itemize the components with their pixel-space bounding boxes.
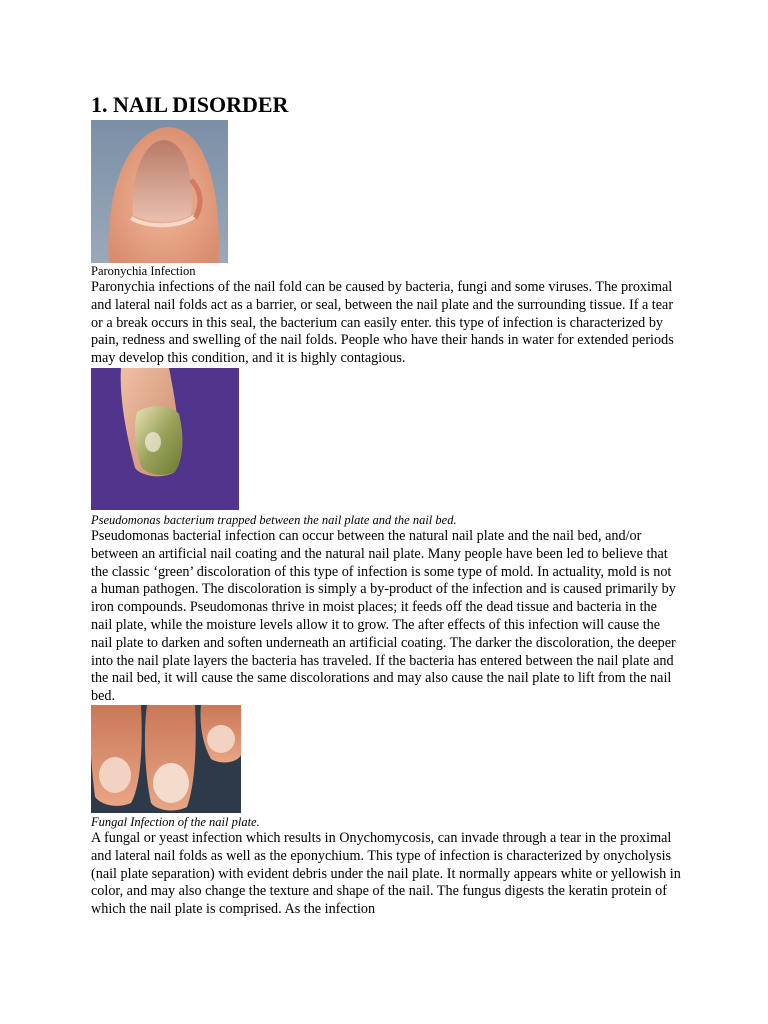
paronychia-photo xyxy=(91,120,228,263)
paronychia-caption: Paronychia Infection xyxy=(91,264,196,278)
fungal-photo xyxy=(91,705,241,813)
pseudomonas-paragraph: Pseudomonas bacterial infection can occur between the natural nail plate and the nail bed, and/or between an artificial nail coating and the natural nail plate. Many people have been led to believe that the classic ‘green’ discoloration of this type of infection is some type of mold. In actuality, mold is not a human pathogen. The discoloration is simply a by-product of the infection and is caused primarily by iron compounds. Pseudomonas thrive in moist places; it feeds off the dead tissue and bacteria in the nail plate, while the moisture levels allow it to grow. The after effects of this infection will cause the nail plate to darken and soften underneath an artificial coating. The darker the discoloration, the deeper into the nail plate layers the bacteria has traveled. If the bacteria has entered between the nail plate and the nail bed, it will cause the same discolorations and may also cause the nail plate to lift from the nail bed. xyxy=(91,528,676,705)
page-title: 1. NAIL DISORDER xyxy=(91,92,289,117)
fungal-caption: Fungal Infection of the nail plate. xyxy=(91,815,260,829)
fungal-paragraph: A fungal or yeast infection which results in Onychomycosis, can invade through a tear in the proximal and lateral nail folds as well as the eponychium. This type of infection is characterized by onycholysis (nail plate separation) with evident debris under the nail plate. It normally appears white or yellowish in color, and may also change the texture and shape of the nail. The fungus digests the keratin protein of which the nail plate is comprised. As the infection xyxy=(91,830,681,918)
pseudomonas-photo xyxy=(91,368,239,510)
pseudomonas-caption: Pseudomonas bacterium trapped between the nail plate and the nail bed. xyxy=(91,513,457,527)
paronychia-paragraph: Paronychia infections of the nail fold can be caused by bacteria, fungi and some viruses. The proximal and lateral nail folds act as a barrier, or seal, between the nail plate and the surrounding tissue. If a tear or a break occurs in this seal, the bacterium can easily enter. this type of infection is characterized by pain, redness and swelling of the nail folds. People who have their hands in water for extended periods may develop this condition, and it is highly contagious. xyxy=(91,279,674,367)
